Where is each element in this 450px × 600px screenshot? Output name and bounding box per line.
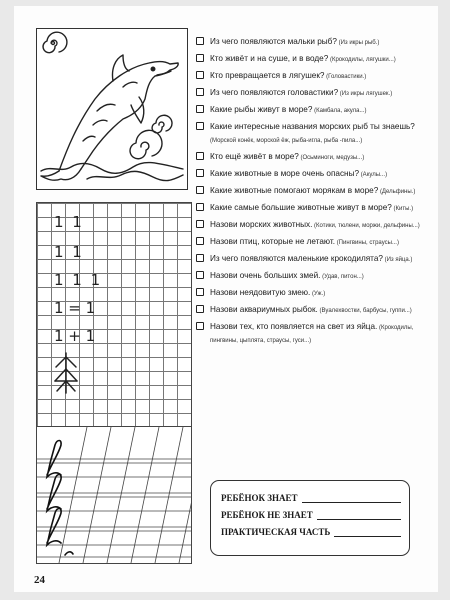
- question-item: [196, 121, 420, 147]
- checkbox[interactable]: [196, 37, 204, 45]
- question-item: [196, 219, 420, 232]
- checkbox[interactable]: [196, 105, 204, 113]
- question-text: Назови птиц, которые не летают.: [210, 237, 336, 246]
- question-text: Из чего появляются головастики?: [210, 88, 339, 97]
- answer-hint: (Из икры лягушек.): [339, 91, 393, 97]
- checkbox[interactable]: [196, 305, 204, 313]
- question-item: [196, 53, 420, 66]
- page-number: 24: [34, 574, 45, 586]
- dolphin-illustration: [37, 29, 187, 189]
- question-item: [196, 270, 420, 283]
- grid-row-5: 1 + 1: [54, 327, 96, 345]
- answer-hint: (Крокодилы, лягушки...): [329, 57, 396, 63]
- result-knows-row: [221, 491, 401, 503]
- question-text: Назови тех, кто появляется на свет из яйца.: [210, 322, 378, 331]
- checkbox[interactable]: [196, 152, 204, 160]
- checkbox[interactable]: [196, 322, 204, 330]
- question-item: [196, 202, 420, 215]
- result-not-knows-blank[interactable]: [317, 510, 401, 520]
- question-item: [196, 168, 420, 181]
- grid-row-2: 1 1: [54, 243, 84, 261]
- question-item: [196, 287, 420, 300]
- question-text: Какие самые большие животные живут в море?: [210, 203, 392, 212]
- answer-hint: (Крокодилы, пингвины, цыплята, страусы, гуси...): [210, 325, 414, 344]
- question-text: Кто живёт и на суше, и в воде?: [210, 54, 329, 63]
- checkbox[interactable]: [196, 237, 204, 245]
- answer-hint: (Из яйца.): [384, 257, 413, 263]
- question-text: Назови аквариумных рыбок.: [210, 305, 318, 314]
- checkbox[interactable]: [196, 271, 204, 279]
- math-grid-exercise: [36, 202, 192, 435]
- result-practical-blank[interactable]: [334, 527, 401, 537]
- answer-hint: (Осьминоги, медузы...): [300, 155, 365, 161]
- question-text: Какие животные помогают морякам в море?: [210, 186, 379, 195]
- answer-hint: (Акулы...): [360, 172, 388, 178]
- answer-hint: (Из икры рыб.): [338, 40, 380, 46]
- cursive-lines: [37, 427, 191, 563]
- tree-figure: [51, 351, 81, 395]
- checkbox[interactable]: [196, 186, 204, 194]
- question-text: Кто превращается в лягушек?: [210, 71, 325, 80]
- cursive-writing-exercise: [36, 426, 192, 564]
- grid-row-3: 1 1 1: [54, 271, 103, 289]
- question-item: [196, 304, 420, 317]
- question-text: Из чего появляются маленькие крокодилята?: [210, 254, 383, 263]
- question-text: Какие интересные названия морских рыб ты знаешь?: [210, 122, 415, 131]
- checkbox[interactable]: [196, 71, 204, 79]
- result-knows-blank[interactable]: [302, 493, 402, 503]
- question-item: [196, 151, 420, 164]
- question-text: Назови морских животных.: [210, 220, 313, 229]
- question-item: [196, 253, 420, 266]
- checkbox[interactable]: [196, 122, 204, 130]
- checkbox[interactable]: [196, 288, 204, 296]
- answer-hint: (Котики, тюлени, моржи, дельфины...): [314, 223, 420, 229]
- grid-row-4: 1 = 1: [54, 299, 96, 317]
- workbook-page: [14, 6, 438, 592]
- checkbox[interactable]: [196, 254, 204, 262]
- question-item: [196, 70, 420, 83]
- question-text: Назови очень больших змей.: [210, 271, 321, 280]
- answer-hint: (Киты.): [393, 206, 414, 212]
- checkbox[interactable]: [196, 203, 204, 211]
- answer-hint: (Удав, питон...): [322, 274, 364, 280]
- question-item: [196, 104, 420, 117]
- answer-hint: (Дельфины.): [379, 189, 416, 195]
- question-list: [196, 36, 420, 351]
- dolphin-picture-frame: [36, 28, 188, 190]
- result-practical-label: ПРАКТИЧЕСКАЯ ЧАСТЬ: [221, 527, 331, 537]
- question-item: [196, 321, 420, 347]
- results-box: [210, 480, 410, 556]
- checkbox[interactable]: [196, 54, 204, 62]
- checkbox[interactable]: [196, 88, 204, 96]
- question-item: [196, 87, 420, 100]
- checkbox[interactable]: [196, 220, 204, 228]
- question-text: Какие животные в море очень опасны?: [210, 169, 360, 178]
- question-text: Кто ещё живёт в море?: [210, 152, 299, 161]
- answer-hint: (Камбала, акула...): [314, 108, 367, 114]
- question-text: Какие рыбы живут в море?: [210, 105, 313, 114]
- question-item: [196, 236, 420, 249]
- answer-hint: (Пингвины, страусы...): [336, 240, 399, 246]
- grid-row-1: 1 1: [54, 213, 84, 231]
- answer-hint: (Уж.): [311, 291, 326, 297]
- question-text: Из чего появляются мальки рыб?: [210, 37, 337, 46]
- question-item: [196, 36, 420, 49]
- result-knows-label: РЕБЁНОК ЗНАЕТ: [221, 493, 298, 503]
- result-not-knows-label: РЕБЁНОК НЕ ЗНАЕТ: [221, 510, 313, 520]
- question-item: [196, 185, 420, 198]
- checkbox[interactable]: [196, 169, 204, 177]
- result-not-knows-row: [221, 508, 401, 520]
- answer-hint: (Морской конёк, морской ёж, рыба-игла, рыба -пила...): [210, 138, 363, 144]
- answer-hint: (Вуалехвостки, барбусы, гуппи...): [319, 308, 412, 314]
- question-text: Назови неядовитую змею.: [210, 288, 311, 297]
- answer-hint: (Головастики.): [326, 74, 367, 80]
- result-practical-row: [221, 525, 401, 537]
